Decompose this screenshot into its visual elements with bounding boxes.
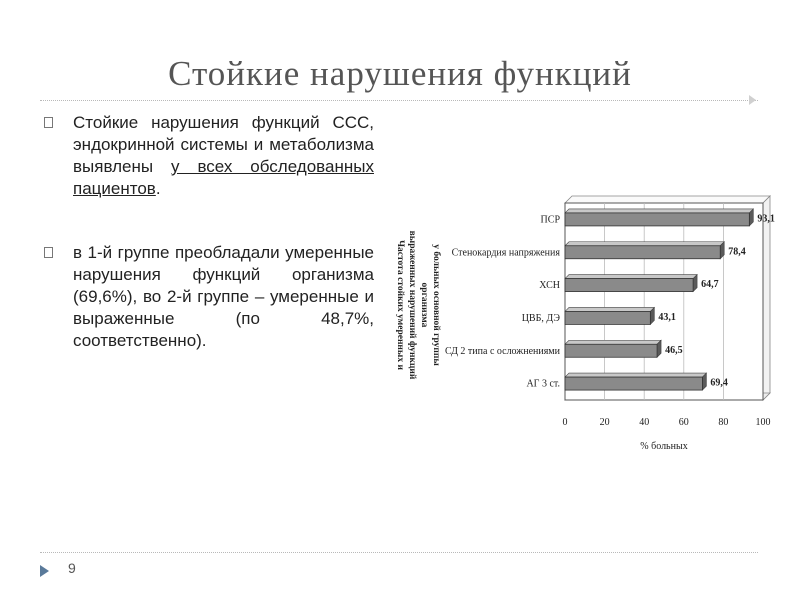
data-label: 46,5 [665,344,683,356]
bar [565,213,749,226]
y-axis-title-line: организма [419,282,429,328]
x-axis-label: % больных [640,441,688,452]
bar [565,246,720,259]
y-axis-title-line: выраженных нарушений функций [407,230,417,380]
bullet-text: Стойкие нарушения функций ССС, эндокринной системы и метаболизма выявлены [73,113,374,176]
divider-arrow-icon [749,95,756,105]
bullet-underlined-text: у всех обследованных пациентов [73,157,374,198]
category-label: АГ 3 ст. [526,378,560,390]
bar-top-face [565,209,753,213]
bullet-item [44,112,374,200]
bar [565,279,693,292]
category-label: ЦВБ, ДЭ [521,312,560,324]
bullet-text-end: . [155,179,161,198]
data-label: 43,1 [658,311,676,323]
page-number: 9 [68,560,76,576]
bar-top-face [565,275,697,279]
plot-top-wall [565,196,770,203]
bullet-text: в 1-й группе преобладали умеренные нарушения функций организма (69,6%), во 2-й группе – умеренные и выраженные (по 48,7%, соответственно). [73,243,374,350]
x-tick-label: 100 [755,417,771,428]
x-tick-label: 20 [599,417,610,428]
slide-title: Стойкие нарушения функций [168,54,632,93]
bullet-list [44,112,374,352]
category-label: Стенокардия напряжения [451,247,560,259]
bar-top-face [565,307,654,311]
bar-top-face [565,242,724,246]
bar [565,344,657,357]
bar [565,311,650,324]
plot-area [565,203,763,400]
data-label: 64,7 [701,279,719,291]
bar-chart [380,180,780,470]
bar-top-face [565,340,661,344]
bullet-box-icon [44,247,53,258]
data-label: 93,1 [757,213,775,225]
bullet-box-icon [44,117,53,128]
category-label: ХСН [539,280,560,292]
footer-triangle-icon [40,565,49,577]
y-axis-title-line: у больных основной группы [431,244,441,366]
y-axis-title-line: Частота стойких умеренных и [395,240,405,370]
plot-right-wall [763,196,770,400]
bullet-item [44,242,374,352]
category-label: СД 2 типа с осложнениями [444,345,560,357]
category-label: ПСР [540,214,560,226]
data-label: 78,4 [728,246,746,258]
data-label: 69,4 [710,377,728,389]
bar-top-face [565,373,706,377]
x-tick-label: 40 [639,417,650,428]
footer-divider [40,552,758,553]
x-tick-label: 60 [678,417,689,428]
title-divider [40,100,758,101]
bar [565,377,702,390]
x-tick-label: 0 [562,417,568,428]
x-tick-label: 80 [718,417,729,428]
